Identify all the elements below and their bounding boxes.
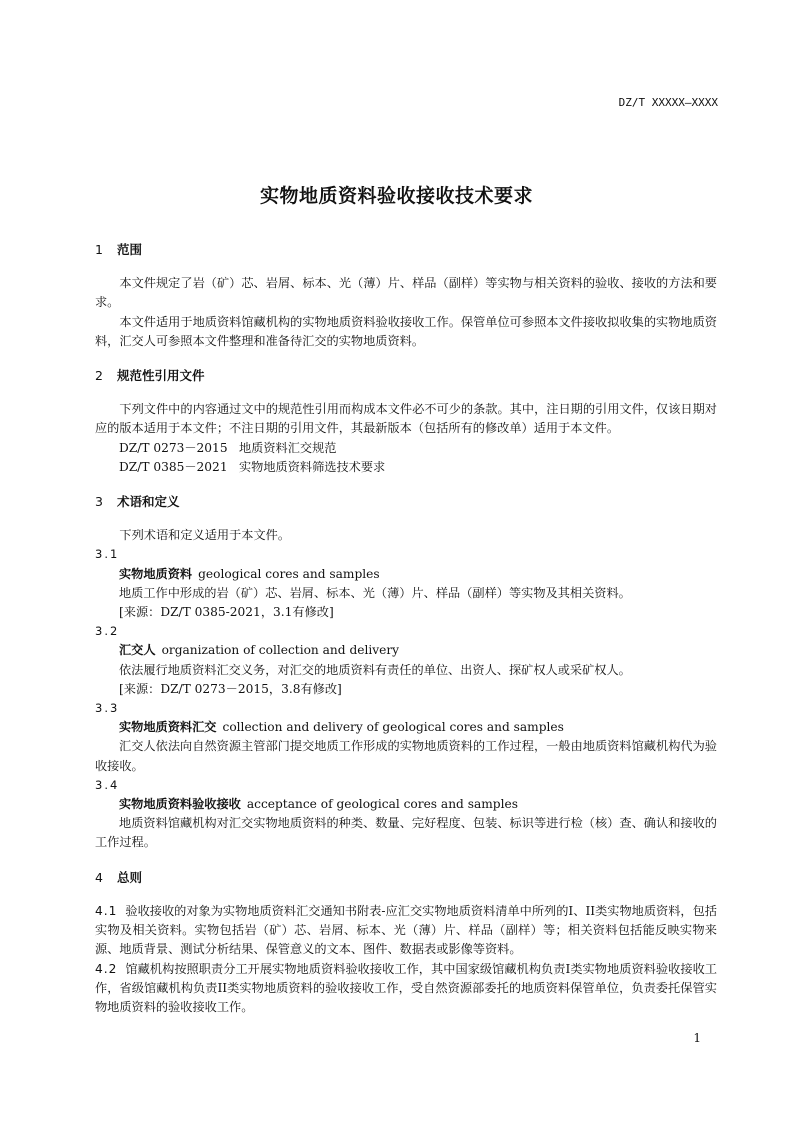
term-entry: 实物地质资料 geological cores and samples bbox=[119, 566, 380, 581]
term-number: 3.4 bbox=[95, 777, 120, 792]
clause: 4.2 馆藏机构按照职责分工开展实物地质资料验收接收工作，其中国家级馆藏机构负责I类实物地质资料验收接收工作，省级馆藏机构负责II类实物地质资料的验收接收工作，受自然资源部委托的地质资料保管单位，负责委托保管实物地质资料的验收接收工作。 bbox=[95, 961, 717, 1014]
term-definition: 依法履行地质资料汇交义务，对汇交的地质资料有责任的单位、出资人、探矿权人或采矿权人。 bbox=[119, 662, 631, 677]
document-title: 实物地质资料验收接收技术要求 bbox=[259, 185, 533, 207]
paragraph: 本文件适用于地质资料馆藏机构的实物地质资料验收接收工作。保管单位可参照本文件接收拟收集的实物地质资料，汇交人可参照本文件整理和准备待汇交的实物地质资料。 bbox=[95, 314, 717, 348]
standard-code: DZ/T XXXXX—XXXX bbox=[618, 96, 718, 109]
section-heading: 3 术语和定义 bbox=[95, 494, 180, 510]
term-entry: 实物地质资料汇交 collection and delivery of geological cores and samples bbox=[119, 720, 564, 735]
paragraph: 本文件规定了岩（矿）芯、岩屑、标本、光（薄）片、样品（副样）等实物与相关资料的验收、接收的方法和要求。 bbox=[95, 276, 717, 310]
reference-item: DZ/T 0385－2021 实物地质资料筛选技术要求 bbox=[119, 459, 386, 474]
clause: 4.1 验收接收的对象为实物地质资料汇交通知书附表-应汇交实物地质资料清单中所列的I、II类实物地质资料，包括实物及相关资料。实物包括岩（矿）芯、岩屑、标本、光（薄）片、样品（副样）等；相关资料包括能反映实物来源、地质背景、测试分析结果、保管意义的文本、图件、数据表或影像等资料。 bbox=[95, 903, 717, 957]
term-source: [来源：DZ/T 0273－2015，3.8有修改] bbox=[119, 681, 342, 696]
section-general-principles bbox=[95, 868, 717, 1017]
paragraph: 下列术语和定义适用于本文件。 bbox=[119, 528, 291, 543]
term-entry: 汇交人 organization of collection and delivery bbox=[119, 643, 400, 658]
paragraph: 下列文件中的内容通过文中的规范性引用而构成本文件必不可少的条款。其中，注日期的引用文件，仅该日期对应的版本适用于本文件；不注日期的引用文件，其最新版本（包括所有的修改单）适用于本文件。 bbox=[95, 402, 717, 436]
term-number: 3.2 bbox=[95, 624, 120, 639]
section-scope bbox=[95, 240, 717, 351]
section-normative-references bbox=[95, 366, 717, 477]
term-number: 3.1 bbox=[95, 547, 120, 562]
page-number: 1 bbox=[693, 1031, 701, 1045]
term-definition: 地质工作中形成的岩（矿）芯、岩屑、标本、光（薄）片、样品（副样）等实物及其相关资料。 bbox=[119, 585, 631, 600]
term-definition: 汇交人依法向自然资源主管部门提交地质工作形成的实物地质资料的工作过程，一般由地质资料馆藏机构代为验收接收。 bbox=[95, 739, 717, 773]
section-heading: 1 范围 bbox=[95, 242, 143, 257]
section-heading: 4 总则 bbox=[95, 869, 143, 885]
document-body bbox=[95, 240, 717, 1017]
term-number: 3.3 bbox=[95, 701, 120, 716]
term-definition: 地质资料馆藏机构对汇交实物地质资料的种类、数量、完好程度、包装、标识等进行检（核）查、确认和接收的工作过程。 bbox=[95, 816, 717, 850]
term-entry: 实物地质资料验收接收 acceptance of geological cores and samples bbox=[119, 797, 518, 812]
term-source: [来源：DZ/T 0385-2021，3.1有修改] bbox=[119, 605, 334, 620]
section-terms-definitions bbox=[95, 492, 717, 853]
section-heading: 2 规范性引用文件 bbox=[95, 368, 205, 384]
reference-item: DZ/T 0273－2015 地质资料汇交规范 bbox=[119, 440, 337, 455]
